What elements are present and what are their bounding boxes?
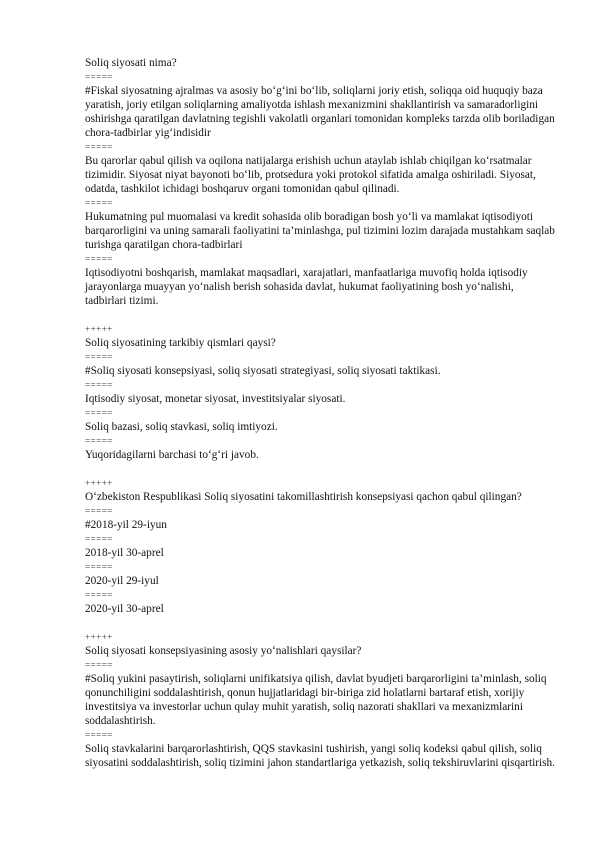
question-separator: +++++ [85, 632, 113, 642]
answer-separator: ===== [85, 198, 113, 208]
answer-separator: ===== [85, 408, 113, 418]
answer-option: #Soliq siyosati konsepsiyasi, soliq siyosati strategiyasi, soliq siyosati taktikasi. [85, 365, 441, 377]
answer-option: Bu qarorlar qabul qilish va oqilona natijalarga erishish uchun ataylab ishlab chiqilgan ko‘rsatmalar tizimidir. Siyosat niyat bayonoti bo‘lib, protsedura yoki protokol sifatida amalga oshiriladi. Siyosat, odatda, tashkilot ichidagi boshqaruv organi tomonidan qabul qilinadi. [85, 155, 536, 195]
answer-option: #Fiskal siyosatning ajralmas va asosiy bo‘g‘ini bo‘lib, soliqlarni joriy etish, soliqqa oid huquqiy baza yaratish, joriy etilgan soliqlarning amaliyotda ishlash mexanizmini shakllantirish va samaradorligini oshirishga qaratilgan davlatning tegishli vakolatli organlari tomonidan kompleks tarzda olib boriladigan chora-tadbirlar yig‘indisidir [85, 85, 555, 139]
question-text: O‘zbekiston Respublikasi Soliq siyosatini takomillashtirish konsepsiyasi qachon qabul qilingan? [85, 491, 522, 503]
question-text: Soliq siyosati konsepsiyasining asosiy yo‘nalishlari qaysilar? [85, 645, 362, 657]
answer-option: 2018-yil 30-aprel [85, 547, 164, 559]
question-block-3 [85, 476, 557, 616]
answer-option: 2020-yil 29-iyul [85, 575, 159, 587]
question-text: Soliq siyosati nima? [85, 57, 177, 69]
question-block-2 [85, 322, 557, 462]
answer-separator: ===== [85, 534, 113, 544]
answer-option: Yuqoridagilarni barchasi to‘g‘ri javob. [85, 449, 259, 461]
answer-separator: ===== [85, 436, 113, 446]
answer-option: Soliq bazasi, soliq stavkasi, soliq imtiyozi. [85, 421, 278, 433]
answer-separator: ===== [85, 562, 113, 572]
answer-separator: ===== [85, 72, 113, 82]
answer-separator: ===== [85, 730, 113, 740]
question-text: Soliq siyosatining tarkibiy qismlari qaysi? [85, 337, 276, 349]
answer-separator: ===== [85, 254, 113, 264]
block-gap [85, 308, 557, 322]
block-gap [85, 462, 557, 476]
question-separator: +++++ [85, 478, 113, 488]
question-block-1 [85, 56, 557, 308]
question-separator: +++++ [85, 324, 113, 334]
answer-option: #2018-yil 29-iyun [85, 519, 167, 531]
answer-separator: ===== [85, 380, 113, 390]
document-page [85, 56, 557, 770]
answer-separator: ===== [85, 506, 113, 516]
block-gap [85, 616, 557, 630]
answer-option: Soliq stavkalarini barqarorlashtirish, QQS stavkasini tushirish, yangi soliq kodeksi qabul qilish, soliq siyosatini soddalashtirish, soliq tizimini jahon standartlariga yetkazish, soliq tekshiruvlarini qisqartirish. [85, 743, 556, 769]
answer-option: Iqtisodiy siyosat, monetar siyosat, investitsiyalar siyosati. [85, 393, 346, 405]
answer-separator: ===== [85, 590, 113, 600]
answer-separator: ===== [85, 142, 113, 152]
question-block-4 [85, 630, 557, 770]
answer-option: Iqtisodiyotni boshqarish, mamlakat maqsadlari, xarajatlari, manfaatlariga muvofiq holda iqtisodiy jarayonlarga muayyan yo‘nalish berish sohasida davlat, hukumat faoliyatining bosh yo‘nalishi, tadbirlari tizimi. [85, 267, 528, 307]
answer-option: #Soliq yukini pasaytirish, soliqlarni unifikatsiya qilish, davlat byudjeti barqarorligini ta’minlash, soliq qonunchiligini soddalashtirish, qonun hujjatlaridagi bir-biriga zid holatlarni bartaraf etish, xorijiy investitsiya va investorlar uchun qulay muhit yaratish, soliq nazorati shakllari va mexanizmlarini soddalashtirish. [85, 673, 547, 727]
answer-separator: ===== [85, 352, 113, 362]
answer-option: 2020-yil 30-aprel [85, 603, 164, 615]
answer-option: Hukumatning pul muomalasi va kredit sohasida olib boradigan bosh yo‘li va mamlakat iqtisodiyoti barqarorligini va uning samarali faoliyatini ta’minlashga, pul tizimini lozim darajada mustahkam saqlab turishga qaratilgan chora-tadbirlari [85, 211, 555, 251]
answer-separator: ===== [85, 660, 113, 670]
